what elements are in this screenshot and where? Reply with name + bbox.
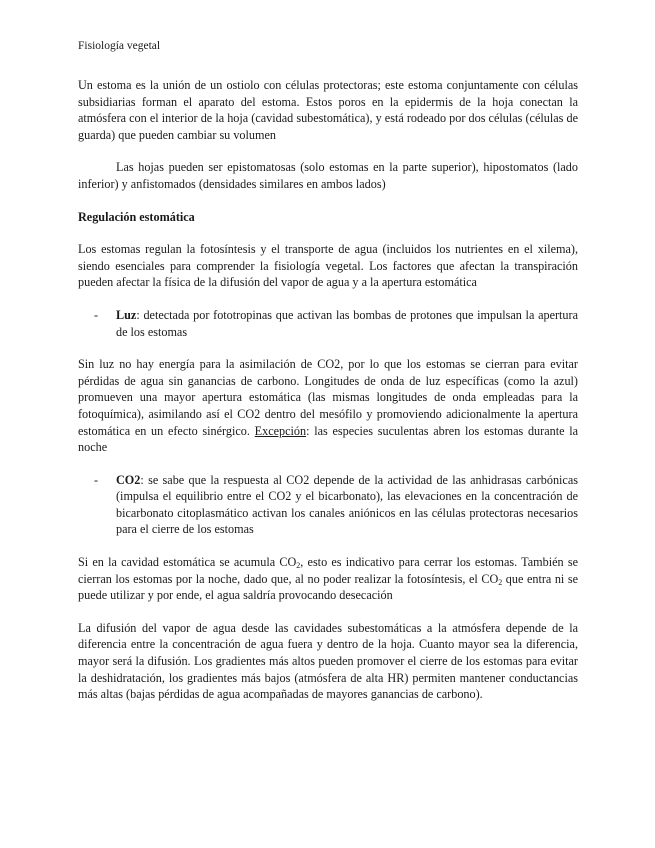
bullet-text-luz: : detectada por fototropinas que activan las bombas de protones que impulsan la apertura de los estomas [116,307,578,339]
paragraph-estoma-definition: Un estoma es la unión de un ostiolo con células protectoras; este estoma conjuntamente con células subsidiarias forman el aparato del estoma. Estos poros en la epidermis de la hoja conectan la atmósfera con el interior de la hoja (cavidad subestomática), y está rodeado por dos células (células de guarda) que pueden cambiar su volumen [78,78,578,142]
bullet-dash: - [94,307,99,322]
page-header: Fisiología vegetal [78,40,161,52]
paragraph-regulation: Los estomas regulan la fotosíntesis y el transporte de agua (incluidos los nutrientes en el xilema), siendo esenciales para comprender la fisiología vegetal. Los factores que afectan la transpiración pueden afectar la física de la difusión del vapor de agua y a la apertura estomática [78,242,578,290]
exception-label: Excepción [254,423,307,438]
document-body [78,77,578,703]
bullet-text-co2: : se sabe que la respuesta al CO2 depende de la actividad de las anhidrasas carbónicas (impulsa el equilibrio entre el CO2 y el bicarbonato), las elevaciones en la concentración de bicarbonato citoplasmático activan los canales aniónicos en las células protectoras necesarios para el cierre de los estomas [116,472,578,537]
paragraph-hoja-types: Las hojas pueden ser epistomatosas (solo estomas en la parte superior), hipostomatos (lado inferior) y anfistomados (densidades similares en ambos lados) [78,160,578,191]
paragraph-diffusion: La difusión del vapor de agua desde las cavidades subestomáticas a la atmósfera depende de la diferencia entre la concentración de agua fuera y dentro de la hoja. Cuanto mayor sea la diferencia, mayor será la difusión. Los gradientes más altos pueden promover el cierre de los estomas para evitar la deshidratación, los gradientes más bajos (atmósfera de alta HR) permiten mantener conductancias más altas (bajas pérdidas de agua acompañadas de mayores ganancias de carbono). [78,620,578,702]
section-heading: Regulación estomática [78,209,195,224]
bullet-term-luz: Luz [116,307,137,322]
bullet-luz [94,307,578,340]
paragraph-luz-detail: Sin luz no hay energía para la asimilación de CO2, por lo que los estomas se cierran para evitar pérdidas de agua sin ganancias de carbono. Longitudes de onda de luz específicas (como la azul) promueven una mayor apertura estomática (las mismas longitudes de onda empleadas para la fotoquímica), asimilando así el CO2 dentro del mesófilo y promoviendo adicionalmente la apertura estomática en un efecto sinérgico. Excepción: las especies suculentas abren los estomas durante la noche [78,357,579,455]
paragraph-co2-cavity: Si en la cavidad estomática se acumula $CO_2$, esto es indicativo para cerrar los estomas. También se cierran los estomas por la noche, dado que, al no poder realizar la fotosíntesis, el $CO_2$ que entra ni se puede utilizar y por ende, el agua saldría provocando desecación [78,555,579,603]
bullet-term-co2: CO2 [116,472,141,487]
bullet-dash: - [94,472,99,487]
bullet-co2 [94,472,578,538]
